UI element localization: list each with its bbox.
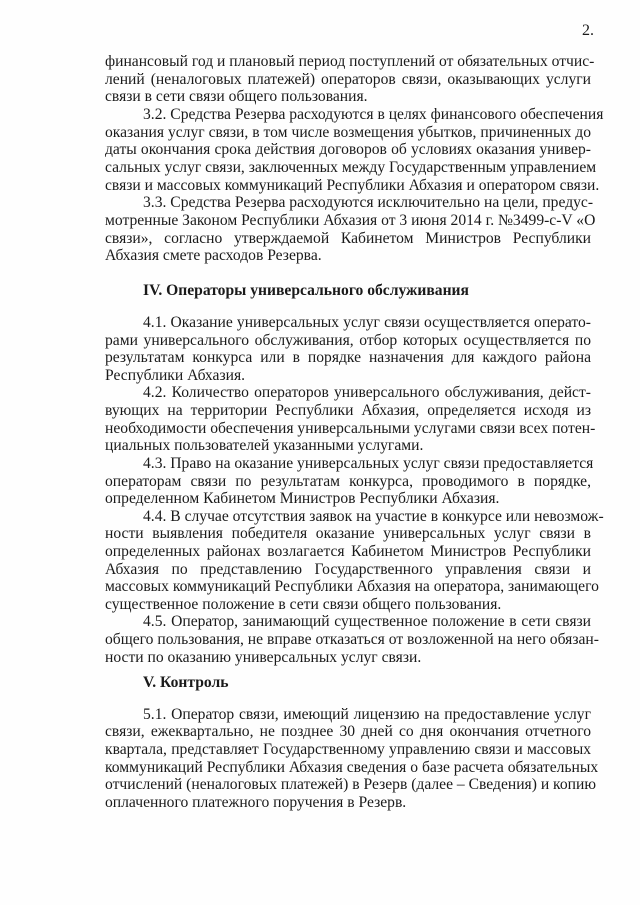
- text-line: ности выявления победителя оказание универсальных услуг связи в: [105, 525, 591, 542]
- text-line: рами универсального обслуживания, отбор которых осуществляется по: [105, 332, 591, 349]
- text-line: Абхазия смете расходов Резерва.: [105, 247, 322, 264]
- text-line: мотренные Законом Республики Абхазия от 3 июня 2014 г. №3499-с-V «О: [105, 212, 596, 229]
- text-line: Абхазия по представлению Государственного управления связи и: [105, 561, 591, 578]
- text-line: 4.1. Оказание универсальных услуг связи осуществляется операто-: [143, 314, 591, 331]
- text-line: общего пользования, не вправе отказаться от возложенной на него обязан-: [105, 631, 599, 648]
- text-line: связи, ежеквартально, не позднее 30 дней со дня окончания отчетного: [105, 723, 591, 740]
- text-line: вующих на территории Республики Абхазия, определяется исходя из: [105, 402, 591, 419]
- text-line: 4.3. Право на оказание универсальных услуг связи предоставляется: [143, 455, 594, 472]
- page-number: 2.: [582, 22, 594, 39]
- text-line: циальных пользователей указанными услугами.: [105, 437, 424, 454]
- text-line: квартала, представляет Государственному управлению связи и массовых: [105, 741, 591, 758]
- text-line: 4.4. В случае отсутствия заявок на участие в конкурсе или невозмож-: [143, 508, 604, 525]
- text-line: ности по оказанию универсальных услуг связи.: [105, 649, 422, 666]
- text-line: связи в сети связи общего пользования.: [105, 88, 368, 105]
- text-line: связи и массовых коммуникаций Республики Абхазия и оператором связи.: [105, 177, 600, 194]
- section-heading-v: V. Контроль: [143, 674, 229, 691]
- text-line: сальных услуг связи, заключенных между Государственным управлением: [105, 159, 597, 176]
- text-line: 3.2. Средства Резерва расходуются в целях финансового обеспечения: [143, 106, 604, 123]
- text-line: отчислений (неналоговых платежей) в Резерв (далее – Сведения) и копию: [105, 776, 596, 793]
- text-line: оплаченного платежного поручения в Резерв.: [105, 794, 407, 811]
- text-line: коммуникаций Республики Абхазия сведения о базе расчета обязательных: [105, 759, 599, 776]
- text-line: связи», согласно утверждаемой Кабинетом Министров Республики: [105, 230, 591, 247]
- text-line: существенное положение в сети связи общего пользования.: [105, 596, 502, 613]
- text-line: финансовый год и плановый период поступлений от обязательных отчис-: [105, 53, 595, 70]
- text-line: необходимости обеспечения универсальными услугами связи всех потен-: [105, 420, 596, 437]
- text-line: операторам связи по результатам конкурса, проводимого в порядке,: [105, 473, 591, 490]
- text-line: определенном Кабинетом Министров Республики Абхазия.: [105, 490, 500, 507]
- text-line: массовых коммуникаций Республики Абхазия на оператора, занимающего: [105, 578, 599, 595]
- section-heading-iv: IV. Операторы универсального обслуживания: [143, 282, 469, 299]
- text-line: определенных районах возлагается Кабинетом Министров Республики: [105, 543, 591, 560]
- text-line: Республики Абхазия.: [105, 367, 246, 384]
- text-line: оказания услуг связи, в том числе возмещения убытков, причиненных до: [105, 124, 591, 141]
- text-line: даты окончания срока действия договоров об условиях оказания универ-: [105, 141, 591, 158]
- text-line: лений (неналоговых платежей) операторов связи, оказывающих услуги: [105, 71, 591, 88]
- text-line: 5.1. Оператор связи, имеющий лицензию на предоставление услуг: [143, 706, 591, 723]
- text-line: 3.3. Средства Резерва расходуются исключительно на цели, предус-: [143, 194, 594, 211]
- text-line: результатам конкурса или в порядке назначения для каждого района: [105, 349, 591, 366]
- text-line: 4.2. Количество операторов универсального обслуживания, дейст-: [143, 384, 591, 401]
- text-line: 4.5. Оператор, занимающий существенное положение в сети связи: [143, 613, 591, 630]
